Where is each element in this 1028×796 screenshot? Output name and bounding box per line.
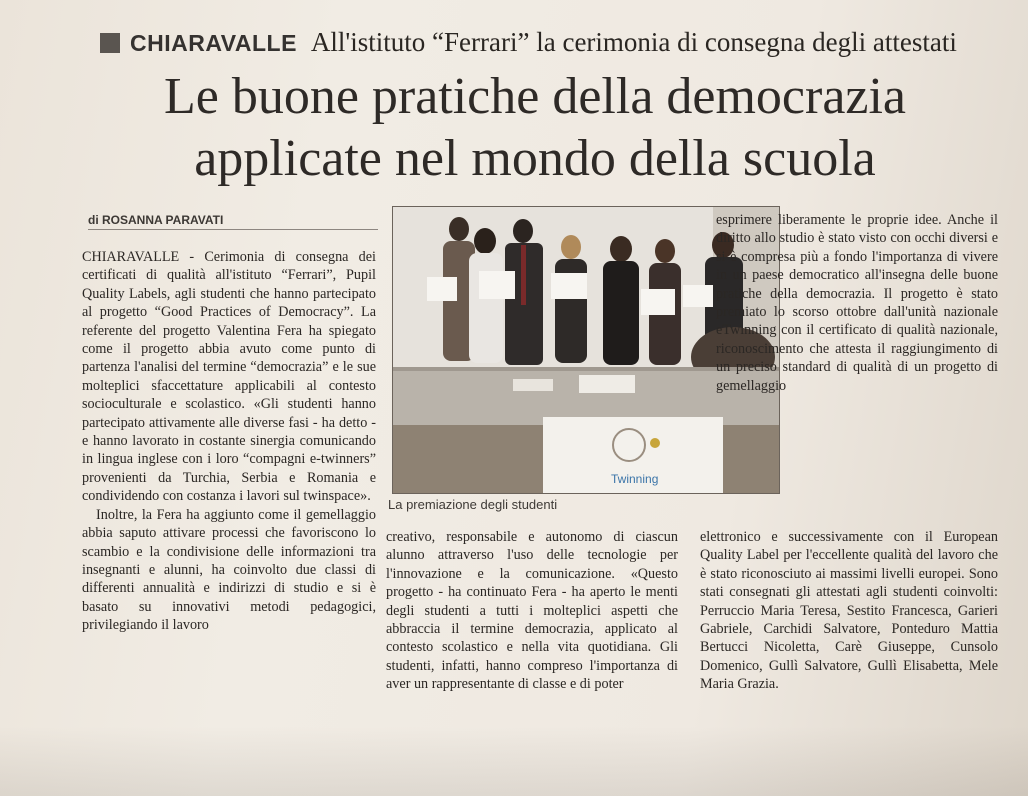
- headline-line-1: Le buone pratiche della democrazia: [163, 68, 907, 125]
- byline: di ROSANNA PARAVATI: [88, 213, 224, 227]
- headline-line-2: applicate nel mondo della scuola: [194, 130, 876, 187]
- col1-paragraph-2: Inoltre, la Fera ha aggiunto come il gemellaggio abbia saputo attivare processi che favoriscono lo scambio e la condivisione delle informazioni tra insegnanti e alunni, ha coinvolto due classi di differenti annualità e indirizzi di studio e si è basato su innovativi metodi pedagogici, privilegiando il lavoro: [82, 506, 376, 634]
- photo-caption: La premiazione degli studenti: [388, 497, 558, 512]
- column-1: [82, 248, 376, 635]
- page-shadow: [0, 726, 1028, 796]
- section-place: CHIARAVALLE: [130, 30, 297, 56]
- column-3-top: [716, 211, 998, 395]
- col3-paragraph-2: elettronico e successivamente con il European Quality Label per l'eccellente qualità del lavoro che è stato riconosciuto ai massimi livelli europei. Sono stati consegnati gli attestati agli studenti coinvolti: Perruccio Maria Teresa, Sestito Francesca, Garieri Gabriele, Carchidi Salvatore, Ponteduro Mattia Bertucci Nicoletta, Carè Giuseppe, Cunsolo Domenico, Gullì Salvatore, Gullì Elisabetta, Mele Maria Grazia.: [700, 529, 998, 693]
- col1-paragraph-1: [82, 248, 376, 506]
- dateline: CHIARAVALLE: [82, 249, 180, 265]
- kicker-line: [100, 22, 1010, 62]
- column-3-bottom: [700, 528, 998, 694]
- photo-banner-text: Twinning: [611, 472, 659, 486]
- headline: [70, 66, 1000, 190]
- kicker-text: All'istituto “Ferrari” la cerimonia di consegna degli attestati: [310, 27, 957, 57]
- col2-paragraph-1: creativo, responsabile e autonomo di ciascun alunno attraverso l'uso delle tecnologie per l'innovazione e la comunicazione. «Questo progetto - ha continuato Fera - ha aperto le menti degli studenti a tutti i molteplici aspetti che abbraccia il termine democrazia, applicato al contesto scolastico e nella vita quotidiana. Gli studenti, infatti, hanno compreso l'importanza di aver un rappresentante di classe e di poter: [386, 529, 678, 693]
- section-square-icon: [100, 33, 120, 53]
- col1-paragraph-1-text: - Cerimonia di consegna dei certificati di qualità all'istituto “Ferrari”, Pupil Quality Labels, agli studenti che hanno partecipato al progetto “Good Practices of Democracy”. La referente del progetto Valentina Fera ha spiegato come il progetto abbia avuto come punto di partenza l'analisi del termine “democrazia” e le sue molteplici sfaccettature applicabili al contesto socioculturale e scolastico. «Gli studenti hanno partecipato attivamente alle diverse fasi - ha detto - e hanno lavorato in costante sinergia comunicando in lingua inglese con i loro “compagni e-twinners” provenienti da Turchia, Serbia e Romania e condividendo con costanza i lavori sul twinspace».: [82, 249, 376, 505]
- column-2: [386, 528, 678, 694]
- col3-paragraph-1: esprimere liberamente le proprie idee. Anche il diritto allo studio è stato visto con occhi diversi e si è compresa più a fondo l'importanza di vivere in un paese democratico all'insegna delle buone pratiche della democrazia. Il progetto è stato premiato lo scorso ottobre dall'unità nazionale eTwinning con il certificato di qualità nazionale, riconoscimento che attesta il raggiungimento di un preciso standard di qualità di un progetto di gemellaggio: [716, 212, 998, 394]
- byline-rule: [88, 229, 378, 230]
